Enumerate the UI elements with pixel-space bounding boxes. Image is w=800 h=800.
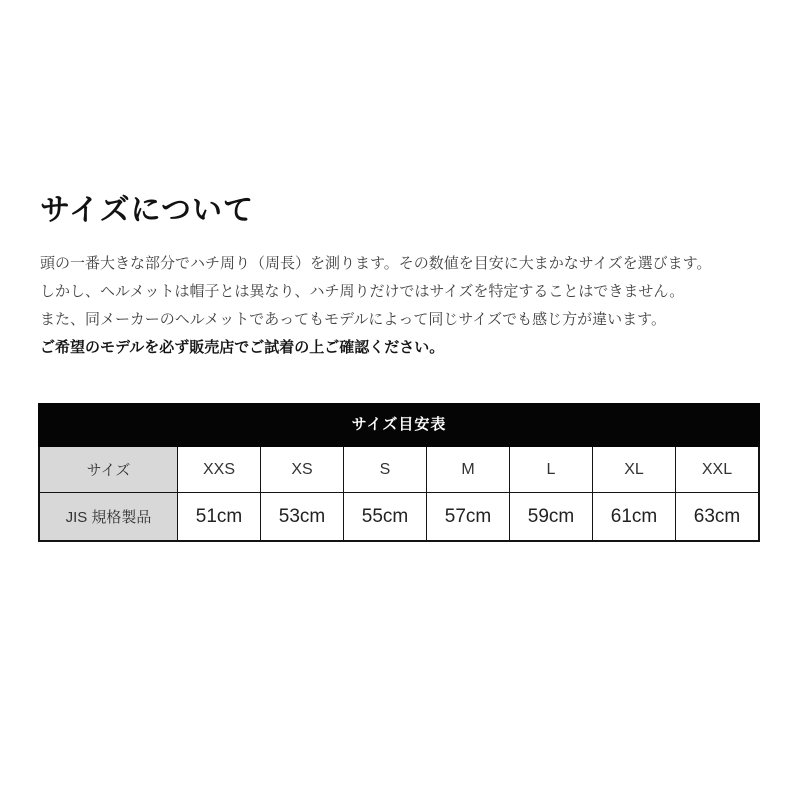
row-label-jis: JIS 規格製品 bbox=[40, 492, 177, 540]
size-header-l: L bbox=[509, 447, 592, 492]
value-xs: 53cm bbox=[260, 492, 343, 540]
value-m: 57cm bbox=[426, 492, 509, 540]
size-header-xl: XL bbox=[592, 447, 675, 492]
size-header-xxs: XXS bbox=[177, 447, 260, 492]
intro-line-2: しかし、ヘルメットは帽子とは異なり、ハチ周りだけではサイズを特定することはできません。 bbox=[40, 283, 685, 300]
value-xl: 61cm bbox=[592, 492, 675, 540]
page-title: サイズについて bbox=[40, 194, 254, 227]
intro-line-1: 頭の一番大きな部分でハチ周り（周長）を測ります。その数値を目安に大まかなサイズを選びます。 bbox=[40, 255, 712, 272]
size-guide-table bbox=[38, 403, 760, 542]
size-header-xxl: XXL bbox=[675, 447, 758, 492]
intro-text bbox=[40, 250, 740, 362]
size-header-s: S bbox=[343, 447, 426, 492]
table-caption: サイズ目安表 bbox=[38, 403, 760, 447]
value-xxl: 63cm bbox=[675, 492, 758, 540]
value-s: 55cm bbox=[343, 492, 426, 540]
value-l: 59cm bbox=[509, 492, 592, 540]
table-grid bbox=[38, 447, 760, 542]
value-xxs: 51cm bbox=[177, 492, 260, 540]
row-label-size: サイズ bbox=[40, 447, 177, 492]
size-header-m: M bbox=[426, 447, 509, 492]
intro-bold-notice: ご希望のモデルを必ず販売店でご試着の上ご確認ください。 bbox=[40, 339, 445, 356]
intro-line-3: また、同メーカーのヘルメットであってもモデルによって同じサイズでも感じ方が違います。 bbox=[40, 311, 666, 328]
size-header-xs: XS bbox=[260, 447, 343, 492]
